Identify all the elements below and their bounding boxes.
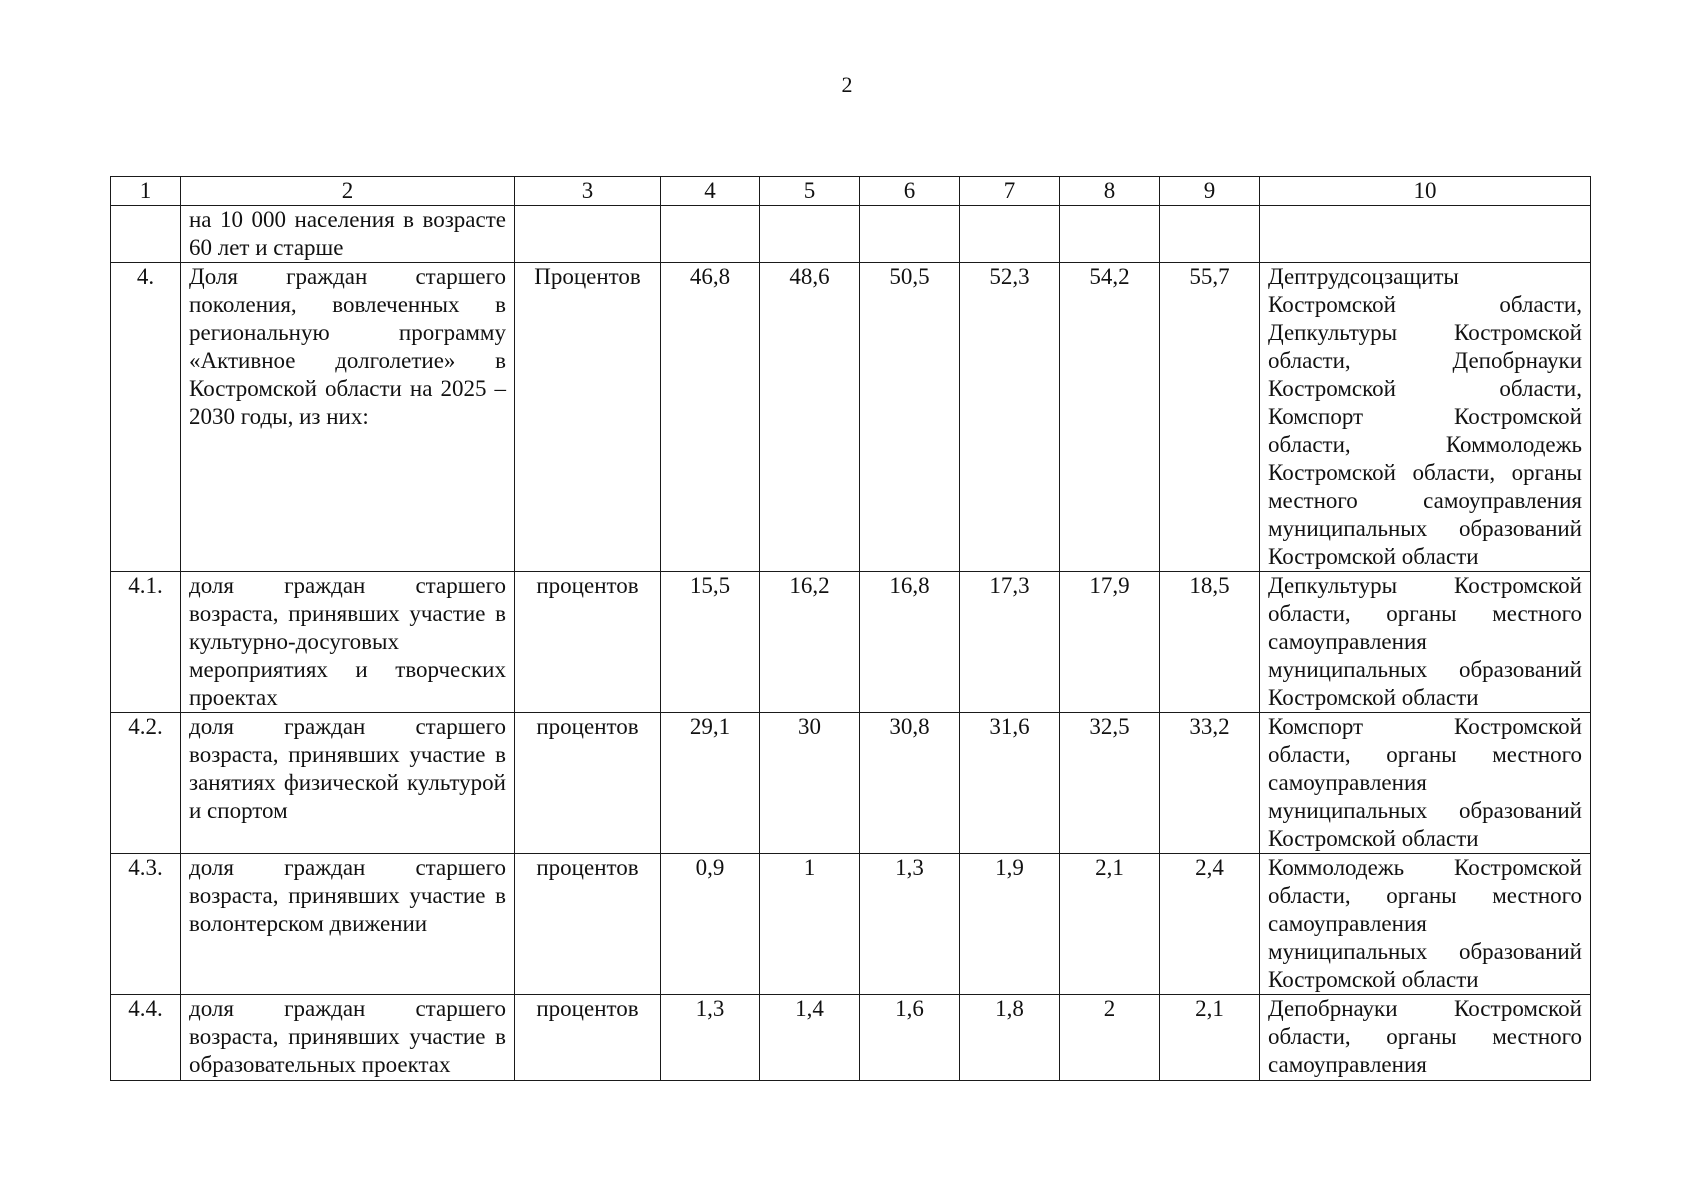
unit-cell: процентов [515,995,661,1081]
value-cell: 52,3 [960,263,1060,572]
column-number: 3 [515,177,661,206]
value-cell: 33,2 [1160,713,1260,854]
value-cell [1060,206,1160,263]
value-cell: 16,8 [860,572,960,713]
column-number-row [111,177,1591,206]
value-cell: 1,8 [960,995,1060,1081]
value-cell: 17,3 [960,572,1060,713]
row-number: 4.2. [111,713,181,854]
row-number: 4.1. [111,572,181,713]
indicator-name: Доля граждан старшего поколения, вовлеченных в региональную программу «Активное долголетие» в Костромской области на 2025 – 2030 годы, из них: [181,263,515,572]
value-cell: 16,2 [760,572,860,713]
value-cell: 32,5 [1060,713,1160,854]
indicator-name: доля граждан старшего возраста, принявших участие в образовательных проектах [181,995,515,1081]
value-cell: 54,2 [1060,263,1160,572]
indicators-table [110,176,1591,1081]
unit-cell: процентов [515,713,661,854]
column-number: 9 [1160,177,1260,206]
value-cell: 17,9 [1060,572,1160,713]
value-cell: 1,3 [661,995,760,1081]
responsible-cell: Депобрнауки Костромской области, органы местного самоуправления [1260,995,1591,1081]
column-number: 10 [1260,177,1591,206]
unit-cell: Процентов [515,263,661,572]
value-cell: 30,8 [860,713,960,854]
value-cell [960,206,1060,263]
table-row [111,854,1591,995]
responsible-cell: Дептрудсоцзащиты Костромской области, Депкультуры Костромской области, Депобрнауки Костромской области, Комспорт Костромской области, Коммолодежь Костромской области, органы местного самоуправления муниципальных образований Костромской области [1260,263,1591,572]
indicator-name: доля граждан старшего возраста, принявших участие в волонтерском движении [181,854,515,995]
value-cell: 31,6 [960,713,1060,854]
column-number: 4 [661,177,760,206]
value-cell: 50,5 [860,263,960,572]
value-cell: 18,5 [1160,572,1260,713]
value-cell: 1,3 [860,854,960,995]
value-cell: 1,6 [860,995,960,1081]
responsible-cell: Комспорт Костромской области, органы местного самоуправления муниципальных образований Костромской области [1260,713,1591,854]
column-number: 8 [1060,177,1160,206]
row-number: 4. [111,263,181,572]
value-cell [661,206,760,263]
column-number: 7 [960,177,1060,206]
value-cell [1160,206,1260,263]
table-row [111,713,1591,854]
value-cell: 2 [1060,995,1160,1081]
value-cell [860,206,960,263]
unit-cell: процентов [515,572,661,713]
value-cell: 1 [760,854,860,995]
value-cell [760,206,860,263]
value-cell: 55,7 [1160,263,1260,572]
indicator-name: доля граждан старшего возраста, принявших участие в культурно-досуговых мероприятиях и творческих проектах [181,572,515,713]
value-cell: 46,8 [661,263,760,572]
column-number: 5 [760,177,860,206]
responsible-cell: Депкультуры Костромской области, органы местного самоуправления муниципальных образований Костромской области [1260,572,1591,713]
value-cell: 2,4 [1160,854,1260,995]
value-cell: 29,1 [661,713,760,854]
value-cell: 2,1 [1160,995,1260,1081]
responsible-cell: Коммолодежь Костромской области, органы местного самоуправления муниципальных образований Костромской области [1260,854,1591,995]
value-cell: 15,5 [661,572,760,713]
indicator-name: на 10 000 населения в возрасте 60 лет и старше [181,206,515,263]
value-cell: 30 [760,713,860,854]
value-cell: 1,4 [760,995,860,1081]
value-cell: 48,6 [760,263,860,572]
page-number: 2 [841,72,853,97]
column-number: 1 [111,177,181,206]
indicator-name: доля граждан старшего возраста, принявших участие в занятиях физической культурой и спортом [181,713,515,854]
value-cell: 1,9 [960,854,1060,995]
unit-cell [515,206,661,263]
row-number: 4.4. [111,995,181,1081]
table-row [111,995,1591,1081]
table-row [111,263,1591,572]
value-cell: 2,1 [1060,854,1160,995]
column-number: 6 [860,177,960,206]
column-number: 2 [181,177,515,206]
row-number [111,206,181,263]
responsible-cell [1260,206,1591,263]
value-cell: 0,9 [661,854,760,995]
table-row [111,206,1591,263]
unit-cell: процентов [515,854,661,995]
row-number: 4.3. [111,854,181,995]
table-row [111,572,1591,713]
